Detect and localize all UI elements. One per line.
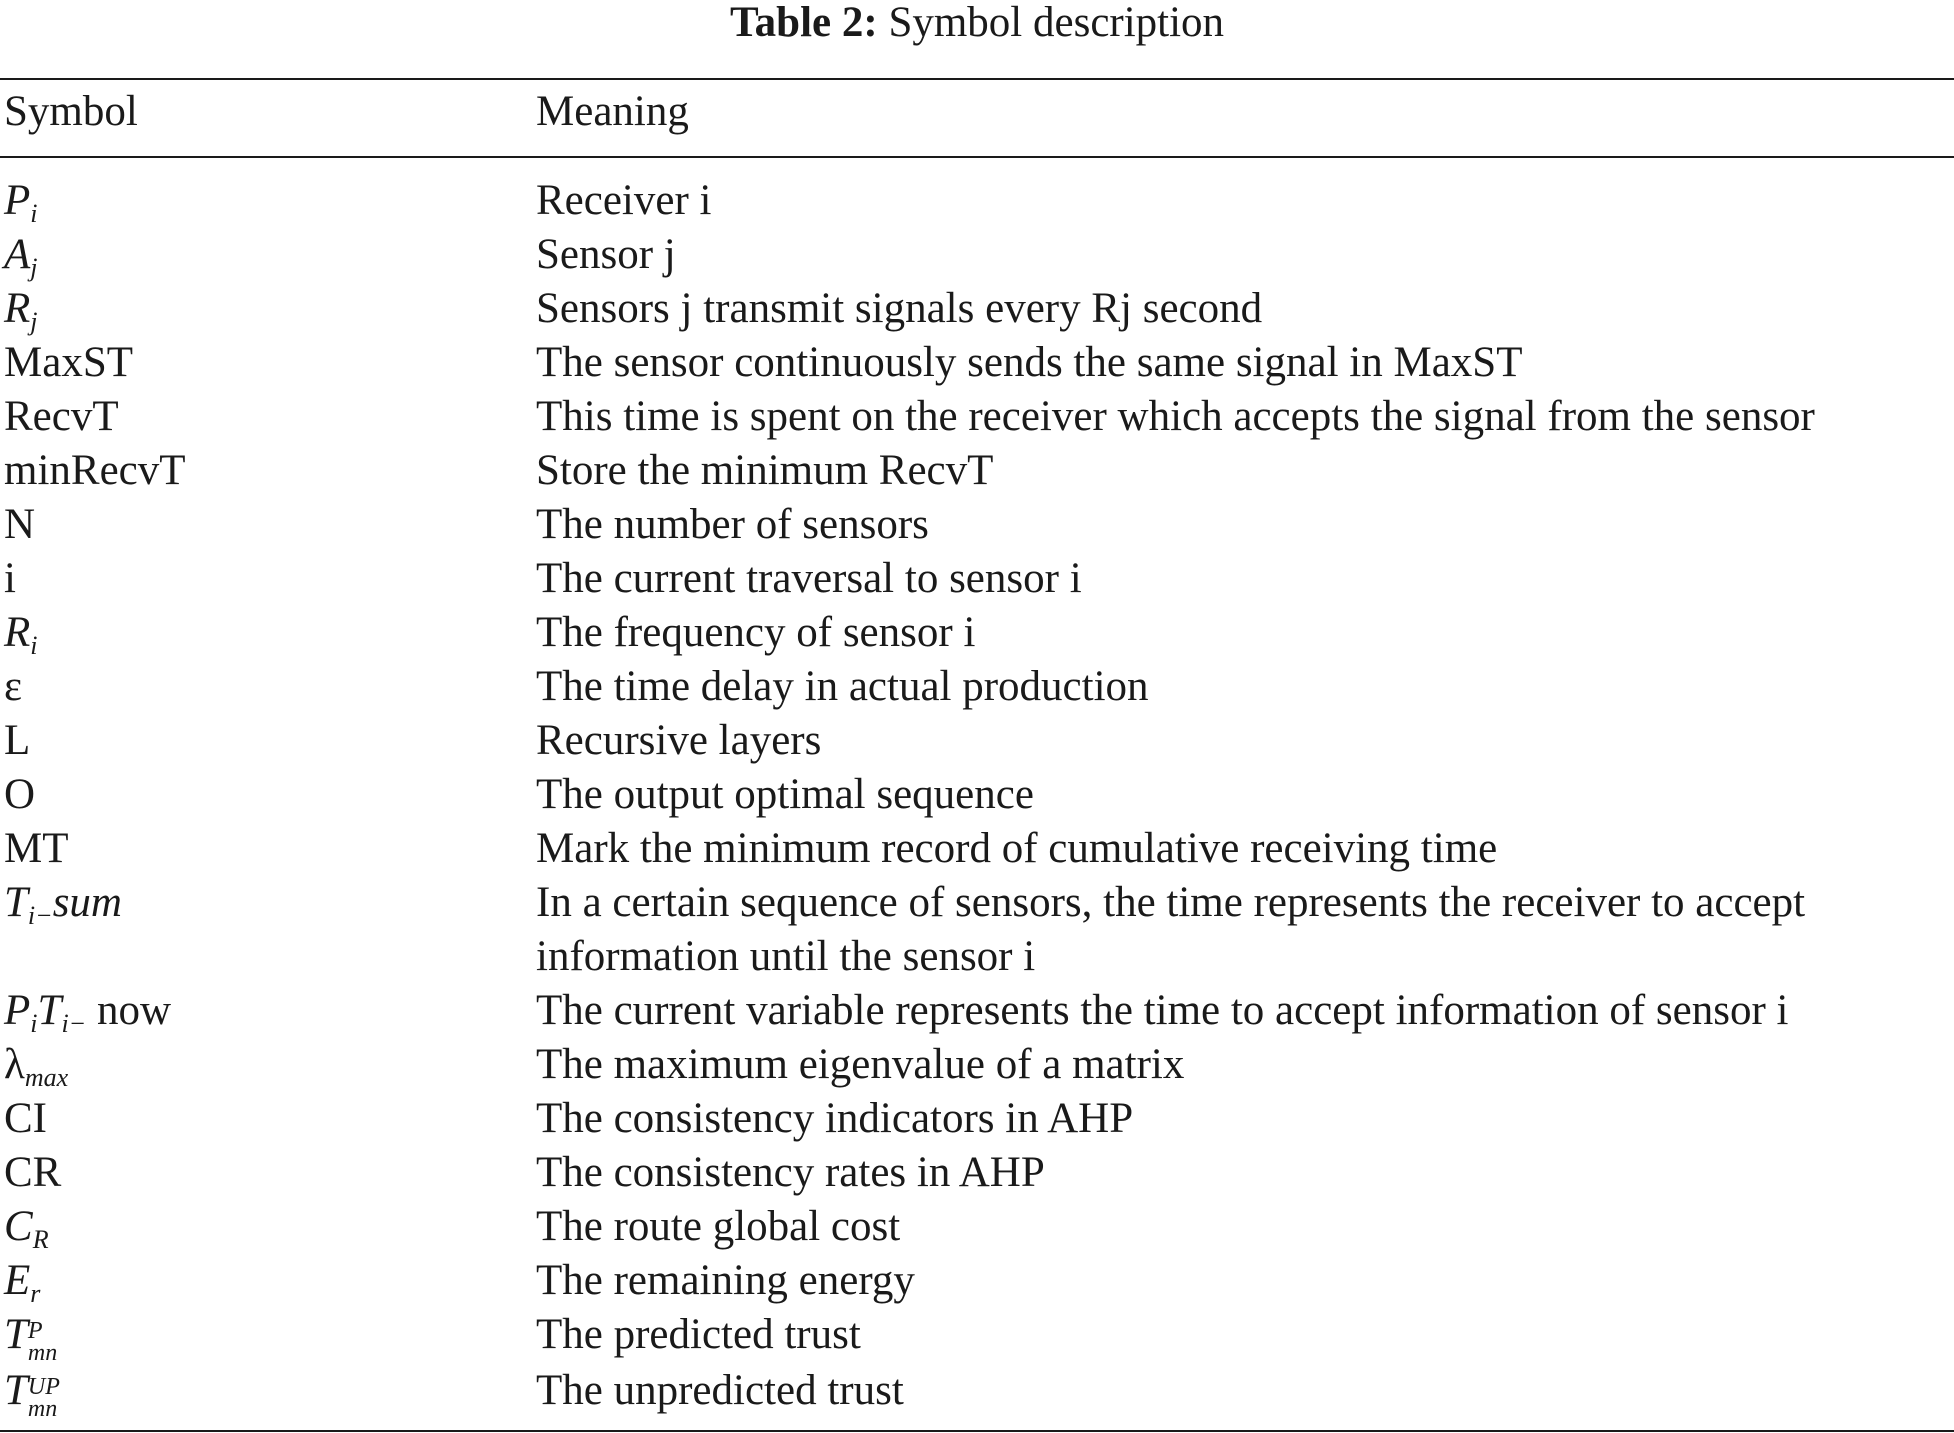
table-caption-label: Table 2: bbox=[729, 0, 878, 46]
meaning-cell: Sensors j transmit signals every Rj second bbox=[536, 285, 1263, 332]
symbol-tail: now bbox=[86, 987, 172, 1034]
meaning-cell bbox=[536, 876, 1954, 984]
meaning-cell: Recursive layers bbox=[536, 717, 822, 764]
symbol-base: T bbox=[4, 879, 28, 926]
header-meaning: Meaning bbox=[536, 88, 689, 135]
symbol-superscript: P bbox=[27, 1318, 43, 1344]
table-row bbox=[0, 282, 1954, 336]
header-symbol: Symbol bbox=[4, 88, 138, 135]
symbol-base: λ bbox=[4, 1041, 25, 1088]
table-caption bbox=[0, 0, 1954, 46]
symbol-subscript: i bbox=[30, 631, 38, 660]
symbol-subscript: i− bbox=[27, 901, 53, 930]
symbol-subscript: j bbox=[30, 253, 38, 282]
meaning-cell: The consistency indicators in AHP bbox=[536, 1095, 1134, 1142]
table-row bbox=[0, 498, 1954, 552]
symbol-cell bbox=[0, 1038, 536, 1092]
symbol-subscript: max bbox=[24, 1063, 69, 1092]
table-row bbox=[0, 984, 1954, 1038]
table-row bbox=[0, 822, 1954, 876]
table-row bbox=[0, 1146, 1954, 1200]
symbol-cell bbox=[0, 282, 536, 336]
meaning-line: information until the sensor i bbox=[536, 933, 1036, 980]
symbol-tail: sum bbox=[52, 879, 122, 926]
symbol-cell: minRecvT bbox=[4, 447, 186, 494]
table-row bbox=[0, 1308, 1954, 1364]
symbol-base: C bbox=[4, 1203, 33, 1250]
table-row bbox=[0, 390, 1954, 444]
symbol-base: T bbox=[4, 1367, 28, 1414]
symbol-cell bbox=[0, 984, 536, 1038]
meaning-line: In a certain sequence of sensors, the time represents the receiver to accept bbox=[536, 879, 1806, 926]
table-row bbox=[0, 228, 1954, 282]
meaning-cell: The sensor continuously sends the same signal in MaxST bbox=[536, 339, 1523, 386]
table-row bbox=[0, 1038, 1954, 1092]
table-row bbox=[0, 444, 1954, 498]
symbol-superscript: UP bbox=[27, 1374, 60, 1400]
symbol-supsub bbox=[28, 1320, 57, 1364]
meaning-cell: The consistency rates in AHP bbox=[536, 1149, 1045, 1196]
table-row bbox=[0, 552, 1954, 606]
symbol-cell bbox=[0, 606, 536, 660]
symbol-cell: L bbox=[4, 717, 31, 764]
table-header-row bbox=[0, 84, 1954, 140]
symbol-subscript: i bbox=[30, 199, 38, 228]
table-row bbox=[0, 174, 1954, 228]
symbol-cell: i bbox=[4, 555, 16, 602]
symbol-cell bbox=[0, 1200, 536, 1254]
symbol-cell bbox=[0, 876, 536, 984]
symbol-cell: ε bbox=[4, 663, 23, 710]
table-row bbox=[0, 1364, 1954, 1420]
meaning-cell: Sensor j bbox=[536, 231, 676, 278]
symbol-cell: RecvT bbox=[4, 393, 119, 440]
symbol-cell bbox=[0, 1308, 536, 1364]
symbol-subscript: R bbox=[32, 1225, 49, 1254]
top-rule bbox=[0, 78, 1954, 80]
symbol-cell: MT bbox=[4, 825, 69, 872]
symbol-subscript: i bbox=[30, 1009, 38, 1038]
meaning-cell: The maximum eigenvalue of a matrix bbox=[536, 1041, 1185, 1088]
symbol-cell: CI bbox=[4, 1095, 47, 1142]
symbol-base: T bbox=[4, 1311, 28, 1358]
meaning-cell: The output optimal sequence bbox=[536, 771, 1034, 818]
table-row bbox=[0, 1092, 1954, 1146]
symbol-cell: MaxST bbox=[4, 339, 133, 386]
symbol-cell bbox=[0, 1364, 536, 1420]
symbol-base-2: T bbox=[37, 987, 62, 1034]
symbol-base: R bbox=[4, 609, 31, 656]
table-body bbox=[0, 174, 1954, 1420]
table-row bbox=[0, 876, 1954, 984]
meaning-cell: The remaining energy bbox=[536, 1257, 915, 1304]
symbol-subscript: mn bbox=[27, 1396, 58, 1422]
meaning-cell: The number of sensors bbox=[536, 501, 929, 548]
table-row bbox=[0, 768, 1954, 822]
meaning-cell: This time is spent on the receiver which accepts the signal from the sensor bbox=[536, 393, 1815, 440]
meaning-cell: The predicted trust bbox=[536, 1311, 861, 1358]
bottom-rule bbox=[0, 1430, 1954, 1432]
symbol-base: A bbox=[4, 231, 31, 278]
meaning-cell: The current variable represents the time to accept information of sensor i bbox=[536, 987, 1789, 1034]
symbol-base: P bbox=[4, 177, 31, 224]
table-row bbox=[0, 714, 1954, 768]
meaning-cell: The current traversal to sensor i bbox=[536, 555, 1082, 602]
symbol-base: E bbox=[4, 1257, 31, 1304]
symbol-base: P bbox=[4, 987, 31, 1034]
meaning-cell: Store the minimum RecvT bbox=[536, 447, 994, 494]
symbol-subscript: mn bbox=[27, 1340, 58, 1366]
meaning-cell: The route global cost bbox=[536, 1203, 901, 1250]
symbol-cell bbox=[0, 228, 536, 282]
symbol-base: R bbox=[4, 285, 31, 332]
symbol-cell bbox=[0, 1254, 536, 1308]
header-rule bbox=[0, 156, 1954, 158]
table-row bbox=[0, 660, 1954, 714]
symbol-cell: N bbox=[4, 501, 36, 548]
table-row bbox=[0, 336, 1954, 390]
table-row bbox=[0, 606, 1954, 660]
meaning-cell: The time delay in actual production bbox=[536, 663, 1149, 710]
symbol-subscript: r bbox=[30, 1279, 41, 1308]
symbol-cell: CR bbox=[4, 1149, 62, 1196]
meaning-cell: Receiver i bbox=[536, 177, 712, 224]
symbol-cell bbox=[0, 174, 536, 228]
symbol-supsub bbox=[28, 1376, 60, 1420]
meaning-cell: Mark the minimum record of cumulative receiving time bbox=[536, 825, 1498, 872]
symbol-cell: O bbox=[4, 771, 36, 818]
symbol-subscript: j bbox=[30, 307, 38, 336]
table-row bbox=[0, 1254, 1954, 1308]
table-row bbox=[0, 1200, 1954, 1254]
meaning-cell: The unpredicted trust bbox=[536, 1367, 904, 1414]
table-caption-text: Symbol description bbox=[888, 0, 1225, 46]
meaning-cell: The frequency of sensor i bbox=[536, 609, 976, 656]
symbol-subscript-2: i− bbox=[61, 1009, 87, 1038]
